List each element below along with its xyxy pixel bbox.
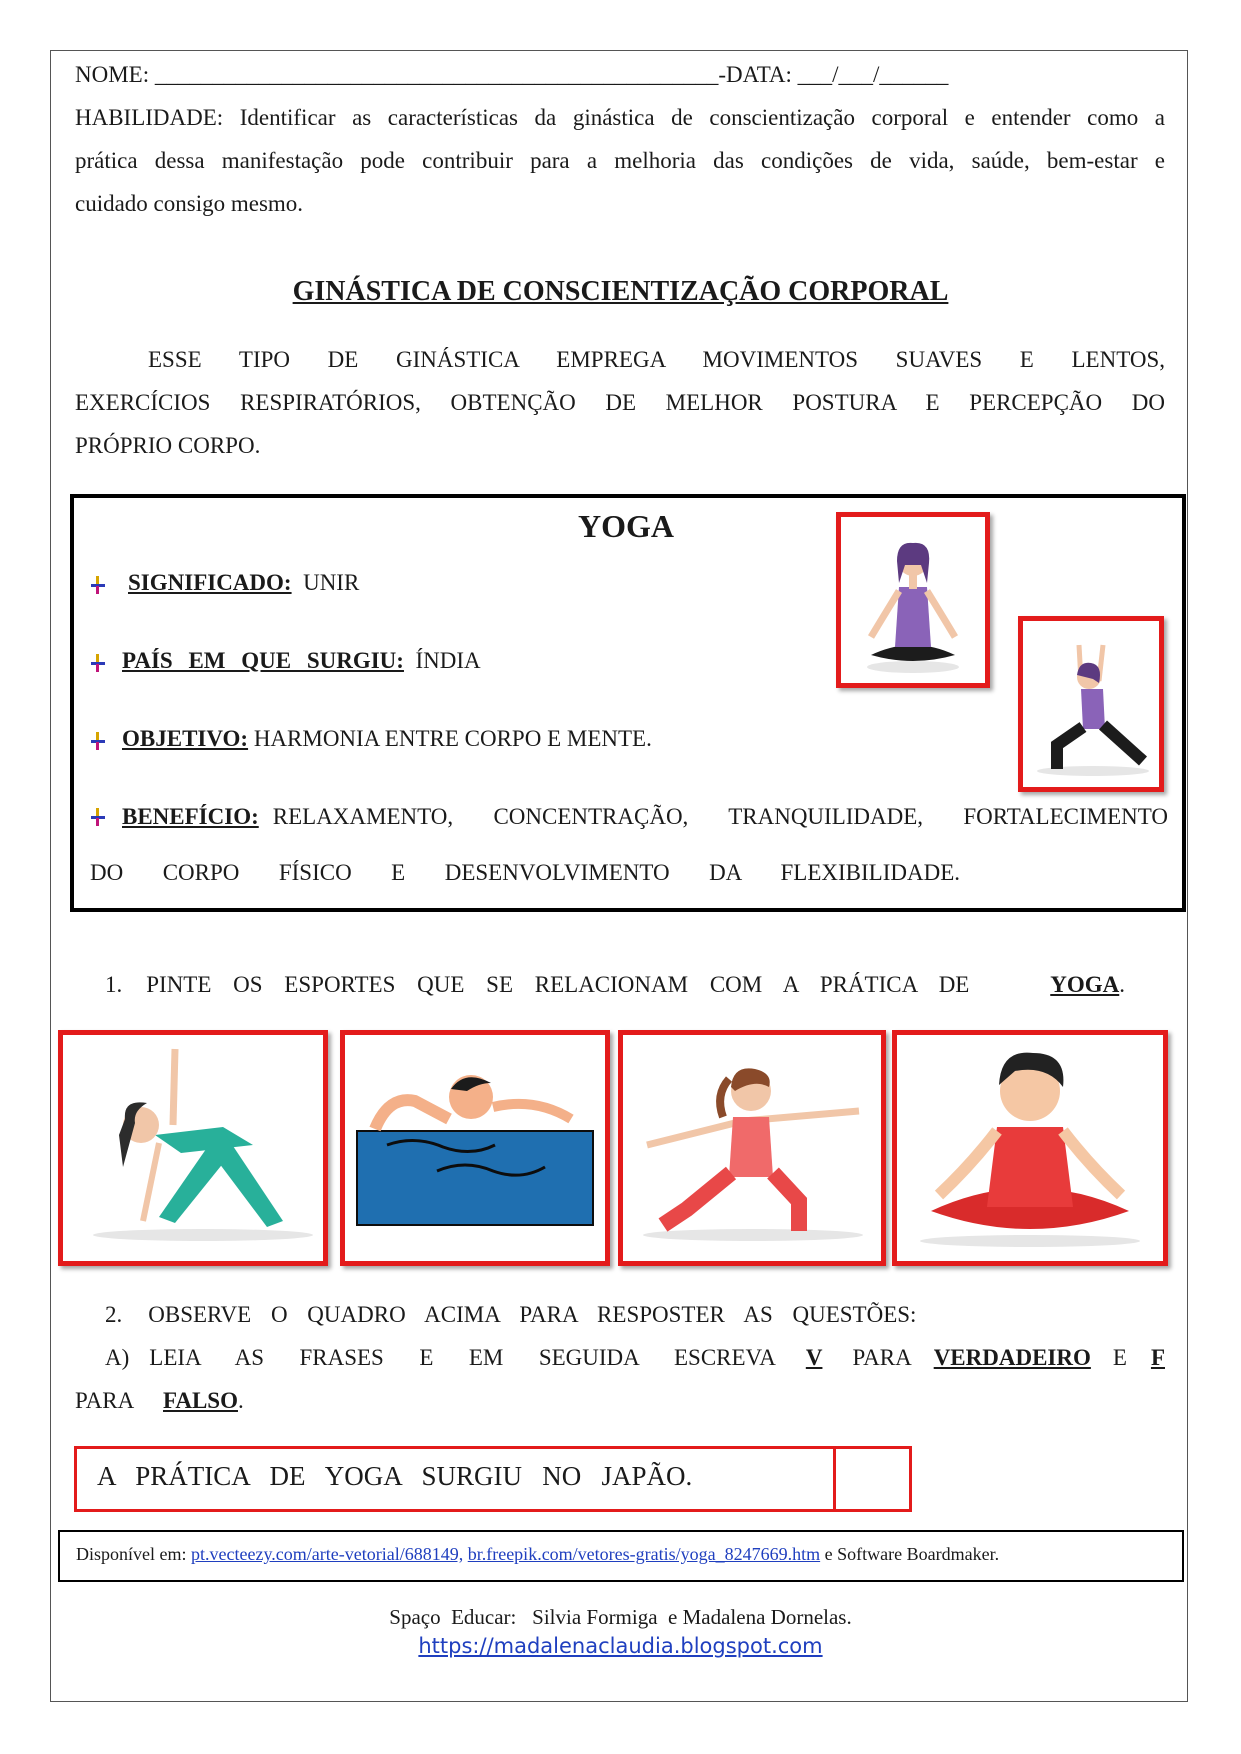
habilidade-line-2: prática dessa manifestação pode contribuir para a melhoria das condições de vida, saúde, bem-estar e (75, 148, 1165, 173)
para-word-1: PARA (852, 1345, 912, 1370)
benefit-label: BENEFÍCIO: (122, 804, 259, 829)
source-box (58, 1530, 1184, 1582)
intro-line-3: PRÓPRIO CORPO. (75, 433, 261, 458)
bullet-arrow-icon (90, 731, 106, 751)
option-image-triangle-pose[interactable] (58, 1030, 328, 1266)
question-1-text: PINTE OS ESPORTES QUE SE RELACIONAM COM A PRÁTICA DE (146, 972, 970, 997)
habilidade-line-3: cuidado consigo mesmo. (75, 191, 304, 216)
question-2a-prefix: A) (105, 1345, 130, 1370)
question-1-emphasis: YOGA (1050, 972, 1120, 997)
verdadeiro-word: VERDADEIRO (933, 1345, 1091, 1370)
country-value: ÍNDIA (415, 648, 481, 673)
meaning-value: UNIR (303, 570, 360, 595)
yoga-item-meaning (90, 570, 359, 596)
warrior-two-figure-icon (623, 1035, 881, 1261)
triangle-pose-figure-icon (63, 1035, 323, 1261)
objective-label: OBJETIVO: (122, 726, 249, 751)
name-date-line: NOME: _________________________________________________-DATA: ___/___/______ (75, 62, 949, 87)
source-link-vecteezy[interactable]: pt.vecteezy.com/arte-vetorial/688149, (191, 1544, 464, 1564)
question-1 (105, 972, 1125, 998)
yoga-info-box (70, 494, 1186, 912)
answer-statement: A PRÁTICA DE YOGA SURGIU NO JAPÃO. (97, 1461, 693, 1491)
answer-table (74, 1446, 912, 1512)
benefit-line-2: DO CORPO FÍSICO E DESENVOLVIMENTO DA FLEXIBILIDADE. (90, 860, 960, 885)
page-title: GINÁSTICA DE CONSCIENTIZAÇÃO CORPORAL (292, 276, 949, 307)
country-label: PAÍS EM QUE SURGIU: (122, 648, 404, 673)
meditation-figure-icon (841, 517, 985, 683)
footer-blog-link[interactable]: https://madalenaclaudia.blogspot.com (418, 1634, 823, 1658)
habilidade-line-1: HABILIDADE: Identificar as características da ginástica de conscientização corporal e entender como a (75, 105, 1165, 130)
meditating-boy-figure-icon (897, 1035, 1163, 1261)
f-letter: F (1150, 1345, 1165, 1370)
falso-word: FALSO (163, 1388, 238, 1413)
warrior-pose-figure-icon (1023, 621, 1159, 787)
yoga-item-country (90, 648, 481, 674)
question-2-number: 2. (105, 1302, 123, 1327)
question-2a-line-1 (105, 1345, 1165, 1371)
source-prefix: Disponível em: (76, 1544, 187, 1564)
question-2-text: OBSERVE O QUADRO ACIMA PARA RESPOSTER AS QUESTÕES: (148, 1302, 917, 1327)
question-2a-line-2 (75, 1388, 244, 1414)
falso-period: . (237, 1388, 244, 1413)
meaning-label: SIGNIFICADO: (128, 570, 292, 595)
option-image-meditation[interactable] (892, 1030, 1168, 1266)
yoga-item-objective (90, 726, 652, 752)
para-word-2: PARA (75, 1388, 135, 1413)
bullet-arrow-icon (90, 575, 106, 595)
question-1-number: 1. (105, 972, 123, 997)
source-link-freepik[interactable]: br.freepik.com/vetores-gratis/yoga_8247669.htm (467, 1544, 821, 1564)
intro-line-2: EXERCÍCIOS RESPIRATÓRIOS, OBTENÇÃO DE MELHOR POSTURA E PERCEPÇÃO DO (75, 390, 1165, 415)
bullet-arrow-icon (90, 653, 106, 673)
v-letter: V (805, 1345, 823, 1370)
footer-credit: Spaço Educar: Silvia Formiga e Madalena Dornelas. (389, 1605, 852, 1629)
footer-url-wrap (0, 1634, 1241, 1658)
benefit-value: RELAXAMENTO, CONCENTRAÇÃO, TRANQUILIDADE, FORTALECIMENTO (272, 804, 1168, 829)
question-2 (105, 1302, 945, 1328)
yoga-item-benefit (90, 804, 1168, 830)
meditating-woman-image (836, 512, 990, 688)
yoga-heading: YOGA (578, 508, 674, 544)
swimmer-figure-icon (345, 1035, 605, 1261)
question-2a-text: LEIA AS FRASES E EM SEGUIDA ESCREVA (149, 1345, 776, 1370)
intro-line-1: ESSE TIPO DE GINÁSTICA EMPREGA MOVIMENTOS SUAVES E LENTOS, (148, 347, 1165, 372)
option-image-swimming[interactable] (340, 1030, 610, 1266)
answer-field[interactable] (836, 1449, 909, 1509)
bullet-arrow-icon (90, 807, 106, 827)
e-word: E (1112, 1345, 1127, 1370)
source-suffix: e Software Boardmaker. (824, 1544, 1000, 1564)
option-image-warrior-pose[interactable] (618, 1030, 886, 1266)
question-1-end: . (1119, 972, 1125, 997)
warrior-pose-woman-image (1018, 616, 1164, 792)
objective-value: HARMONIA ENTRE CORPO E MENTE. (253, 726, 652, 751)
